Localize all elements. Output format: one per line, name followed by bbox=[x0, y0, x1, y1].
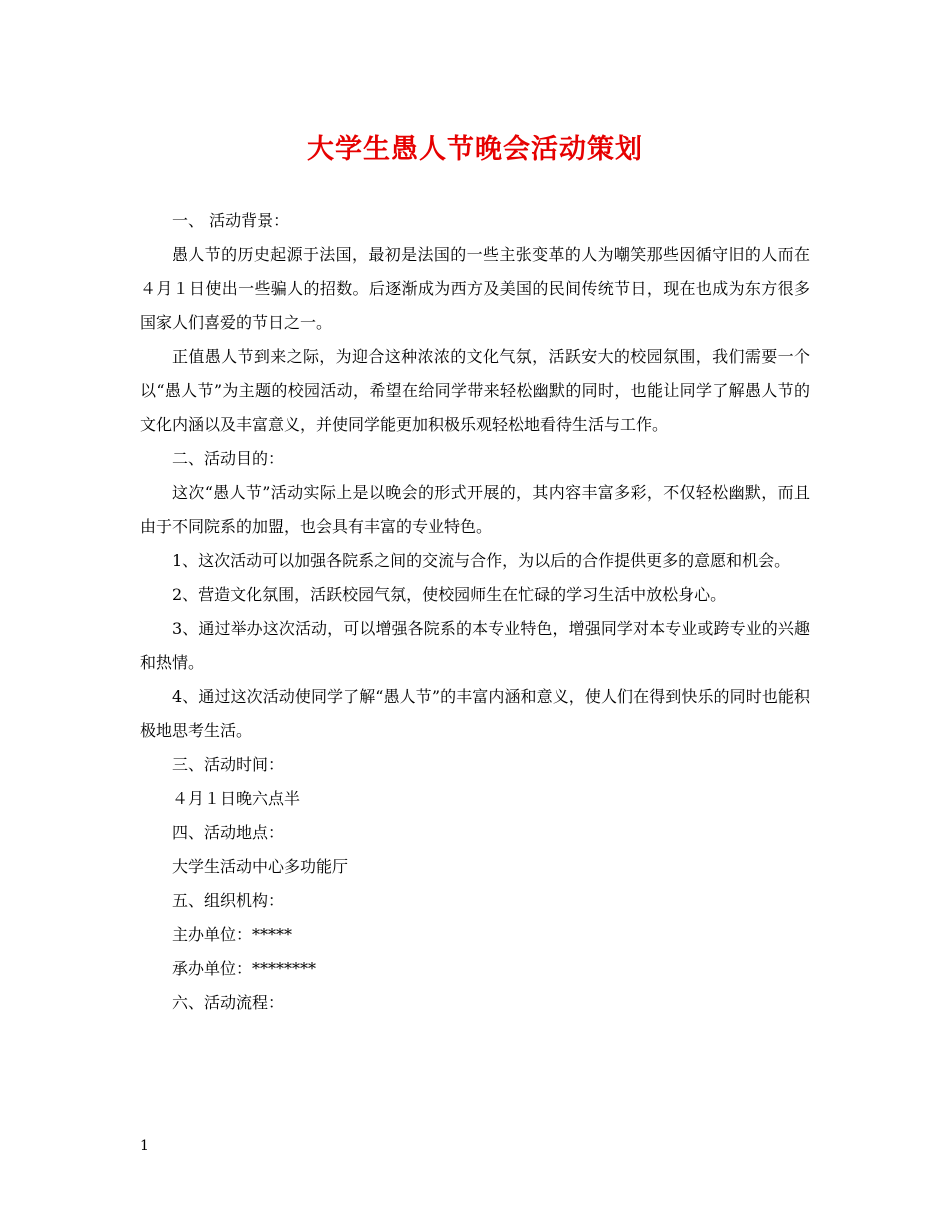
paragraph-location: 大学生活动中心多功能厅 bbox=[172, 857, 349, 876]
list-item-goal-1: 1、这次活动可以加强各院系之间的交流与合作，为以后的合作提供更多的意愿和机会。 bbox=[172, 551, 791, 570]
section-heading-background: 一、 活动背景： bbox=[172, 211, 290, 230]
section-heading-location: 四、活动地点： bbox=[172, 823, 285, 842]
section-heading-organization: 五、组织机构： bbox=[172, 891, 285, 910]
paragraph-background-purpose: 正值愚人节到来之际，为迎合这种浓浓的文化气氛，活跃安大的校园氛围，我们需要一个以“愚人节”为主题的校园活动，希望在给同学带来轻松幽默的同时，也能让同学了解愚人节的文化内涵以及丰富意义，并使同学能更加积极乐观轻松地看待生活与工作。 bbox=[140, 347, 810, 434]
paragraph-goals-intro: 这次“愚人节”活动实际上是以晚会的形式开展的，其内容丰富多彩，不仅轻松幽默，而且由于不同院系的加盟，也会具有丰富的专业特色。 bbox=[140, 483, 810, 536]
paragraph-organizer: 承办单位：******** bbox=[172, 959, 317, 978]
paragraph-background-history: 愚人节的历史起源于法国，最初是法国的一些主张变革的人为嘲笑那些因循守旧的人而在４月１日使出一些骗人的招数。后逐渐成为西方及美国的民间传统节日，现在也成为东方很多国家人们喜爱的节日之一。 bbox=[140, 245, 810, 332]
section-heading-time: 三、活动时间： bbox=[172, 755, 285, 774]
section-heading-goals: 二、活动目的： bbox=[172, 449, 285, 468]
list-item-goal-3: 3、通过举办这次活动，可以增强各院系的本专业特色，增强同学对本专业或跨专业的兴趣和热情。 bbox=[140, 619, 810, 672]
section-heading-process: 六、活动流程： bbox=[172, 993, 285, 1012]
document-title: 大学生愚人节晚会活动策划 bbox=[307, 134, 643, 165]
document-body bbox=[140, 204, 810, 1020]
paragraph-host: 主办单位：***** bbox=[172, 925, 293, 944]
page-number: 1 bbox=[140, 1138, 149, 1154]
paragraph-time: ４月１日晚六点半 bbox=[172, 789, 301, 808]
list-item-goal-4: 4、通过这次活动使同学了解“愚人节”的丰富内涵和意义，使人们在得到快乐的同时也能积极地思考生活。 bbox=[140, 687, 810, 740]
list-item-goal-2: 2、营造文化氛围，活跃校园气氛，使校园师生在忙碌的学习生活中放松身心。 bbox=[172, 585, 727, 604]
